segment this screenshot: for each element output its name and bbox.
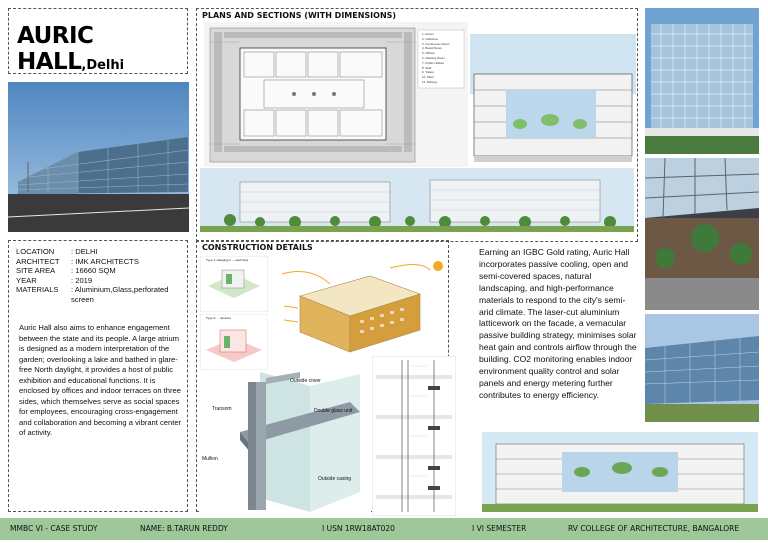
legend-item: 2. Cafeteria	[422, 36, 438, 41]
spec-key: SITE AREA	[16, 266, 56, 275]
section-drawing	[470, 34, 636, 164]
page-title	[17, 23, 187, 75]
legend-item: 7. Public Utilities	[422, 60, 445, 65]
legend-item: 5. Offices	[422, 51, 435, 56]
description-right: Earning an IGBC Gold rating, Auric Hall incorporates passive cooling, open and semi-covered spaces, natural landscaping, and high-performance materials to respond to the city's semi-arid climate. The laser-cut aluminium latticework on the facade, a vernacular passive building strategy, minimises solar heat gain and controls airflow through the building. CO2 monitoring enables indoor environment quality control and solar panels and energy metering further contributes to energy efficiency.	[479, 247, 637, 400]
title-box	[8, 8, 188, 74]
spec-value: : Aluminium,Glass,perforated screen	[71, 285, 169, 304]
plans-heading: PLANS AND SECTIONS (WITH DIMENSIONS)	[202, 11, 397, 20]
spec-key: LOCATION	[16, 247, 55, 256]
spec-row	[16, 285, 186, 304]
spec-key: MATERIALS	[16, 285, 59, 294]
spec-value: : IMK ARCHITECTS	[71, 256, 139, 266]
legend-item: 8. Stair	[422, 65, 432, 70]
spec-value: : DELHI	[71, 247, 98, 256]
legend-item: 1. Atrium	[422, 32, 434, 36]
curtain-wall-detail	[200, 372, 370, 512]
exterior-photo	[645, 314, 759, 422]
legend-item: 10. Plant	[422, 75, 434, 80]
facade-photo	[645, 8, 759, 154]
title-main: AURIC HALL	[17, 23, 94, 75]
detail-diagram-1	[200, 256, 268, 312]
footer-name: NAME: B.TARUN REDDY	[140, 524, 228, 533]
spec-list	[16, 247, 186, 304]
legend-item: 3. Conference Room	[422, 41, 450, 46]
section-render	[482, 432, 758, 512]
footer-bar	[0, 518, 768, 540]
legend-item: 4. Board Room	[422, 46, 443, 51]
spec-value: : 16660 SQM	[71, 266, 116, 275]
floor-plan-drawing	[204, 22, 468, 167]
spec-row	[16, 247, 186, 257]
solar-block-diagram	[270, 256, 450, 356]
spec-row	[16, 276, 186, 286]
label-outside-cover: Outside cover	[290, 378, 321, 384]
label-mullion: Mullion	[202, 456, 218, 462]
title-suffix: ,Delhi	[81, 58, 125, 73]
wall-section-drawing	[372, 356, 456, 516]
detail-note-2: Type 2: ... terraces	[206, 316, 231, 320]
spec-key: ARCHITECT	[16, 256, 60, 266]
legend-item: 6. Meeting Room	[422, 55, 445, 60]
building-photo-main	[8, 82, 189, 232]
footer-college: RV COLLEGE OF ARCHITECTURE, BANGALORE	[568, 524, 740, 533]
description-left: Auric Hall also aims to enhance engagement between the state and its people. A large atrium is designed as a modern interpretation of the garden; overlooking a lake and bathed in glare-free North daylight, it provides a host of public exhibition and educational functions. It is enclosed by offices and indoor terraces on three sides, which themselves serve as social spaces for employees, encouraging cross-engagement and collaboration and becoming a vibrant center of activity.	[19, 323, 182, 437]
detail-note-1: Type 1: Hanging in ... each floor	[206, 258, 249, 262]
spec-value: : 2019	[71, 275, 93, 285]
footer-usn: I USN 1RW18AT020	[322, 524, 395, 533]
elevation-drawings	[200, 168, 634, 232]
legend-item: 9. Toilets	[422, 70, 434, 75]
spec-row	[16, 257, 186, 267]
atrium-photo	[645, 158, 759, 310]
legend-item: 11. Parking	[422, 79, 437, 84]
info-panel	[8, 240, 188, 512]
spec-row	[16, 266, 186, 276]
detail-diagram-2	[200, 314, 268, 370]
footer-semester: I VI SEMESTER	[472, 524, 527, 533]
construction-heading: CONSTRUCTION DETAILS	[202, 243, 313, 252]
label-double-glass: Double glass unit	[314, 408, 353, 414]
footer-course: MMBC VI - CASE STUDY	[10, 524, 98, 533]
label-outside-casing: Outside casing	[318, 476, 352, 482]
label-transom: Transom	[212, 406, 232, 412]
spec-key: YEAR	[16, 275, 37, 285]
plan-legend	[422, 32, 466, 85]
